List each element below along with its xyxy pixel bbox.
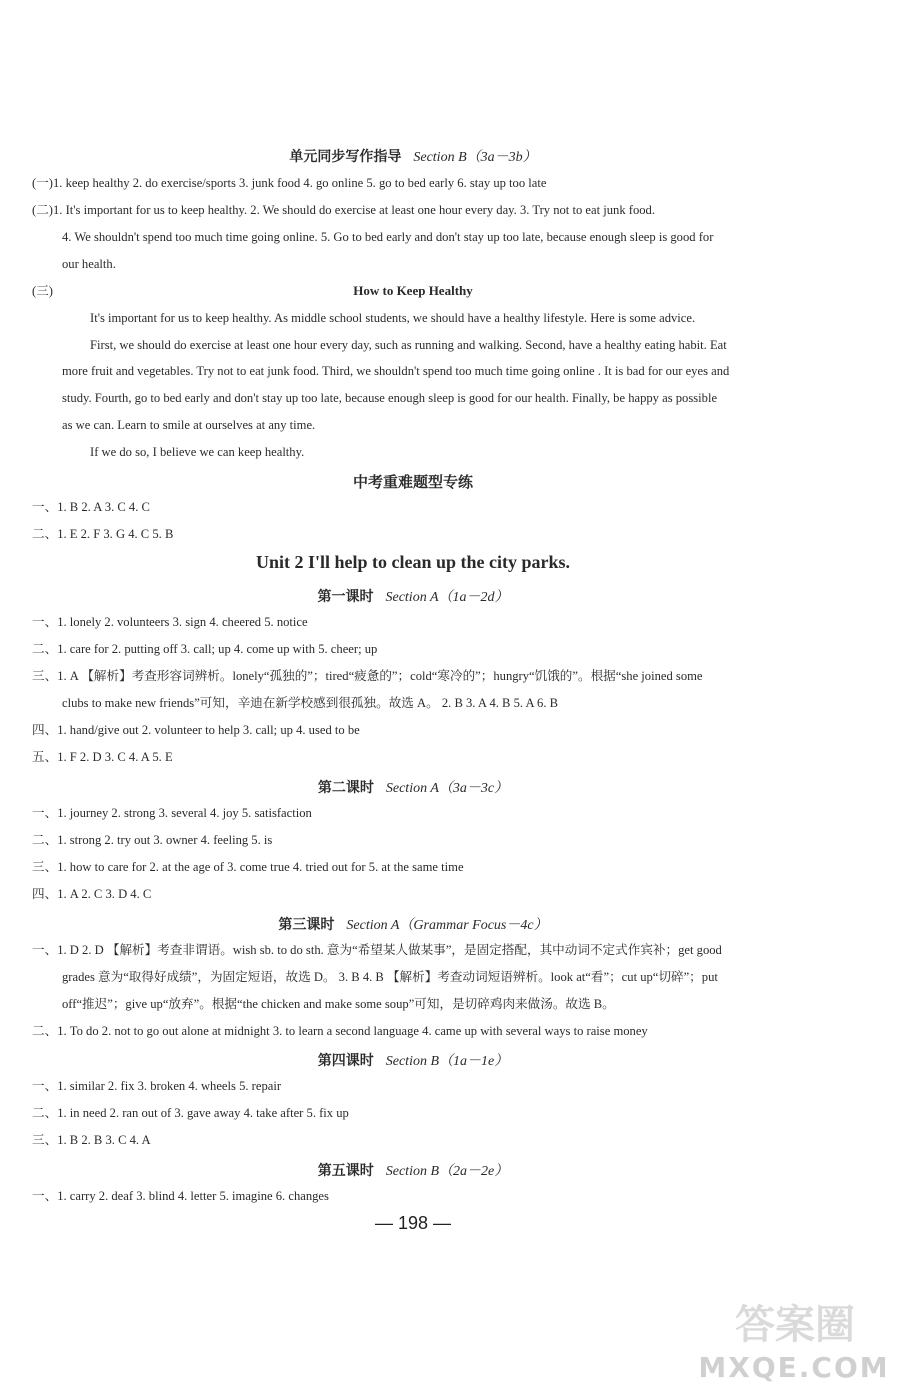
answer-line: our health. [62, 257, 116, 271]
lesson-2-heading [0, 777, 826, 797]
lesson-section: Section B（1a－1e） [385, 1054, 509, 1069]
answer-line: (二)1. It's important for us to keep healthy. 2. We should do exercise at least one hour every day. 3. Try not to eat junk food. [32, 203, 655, 217]
heading-writing-guide [0, 146, 826, 166]
watermark-url: MXQE.COM [698, 1351, 890, 1384]
lesson-title: 第四课时 [317, 1053, 374, 1069]
lesson-5-heading [0, 1160, 826, 1180]
essay-line: as we can. Learn to smile at ourselves at any time. [62, 418, 316, 432]
answer-line: 4. We shouldn't spend too much time going online. 5. Go to bed early and don't stay up too late, because enough sleep is good for [62, 230, 714, 244]
answer-line: off“推迟”；give up“放弃”。根据“the chicken and make some soup”可知，是切碎鸡肉来做汤。故选 B。 [62, 997, 615, 1011]
answer-line: 二、1. To do 2. not to go out alone at midnight 3. to learn a second language 4. came up with several ways to raise money [32, 1024, 648, 1038]
essay-line: study. Fourth, go to bed early and don't stay up too late, because enough sleep is good for our health. Finally, be happy as possible [62, 391, 718, 405]
essay-line: If we do so, I believe we can keep healthy. [90, 445, 305, 459]
lesson-1-heading [0, 586, 826, 606]
answer-line: grades 意为“取得好成绩”，为固定短语，故选 D。 3. B 4. B 【解析】考查动词短语辨析。look at“看”；cut up“切碎”；put [62, 970, 718, 984]
page-number: — 198 — [374, 1213, 452, 1233]
lesson-section: Section B（2a－2e） [385, 1164, 509, 1179]
answer-line: 二、1. strong 2. try out 3. owner 4. feeling 5. is [32, 833, 273, 847]
answer-line: 二、1. E 2. F 3. G 4. C 5. B [32, 527, 174, 541]
answer-line: 一、1. carry 2. deaf 3. blind 4. letter 5. imagine 6. changes [32, 1189, 329, 1203]
answer-line: 五、1. F 2. D 3. C 4. A 5. E [32, 750, 173, 764]
answer-line: clubs to make new friends”可知，辛迪在新学校感到很孤独。故选 A。 2. B 3. A 4. B 5. A 6. B [62, 696, 559, 710]
answer-line: 一、1. D 2. D 【解析】考查非谓语。wish sb. to do sth. 意为“希望某人做某事”，是固定搭配，其中动词不定式作宾补；get good [32, 943, 722, 957]
essay-line: It's important for us to keep healthy. As middle school students, we should have a healthy lifestyle. Here is some advice. [90, 311, 696, 325]
unit-title: Unit 2 I'll help to clean up the city parks. [255, 552, 571, 572]
heading-title: 单元同步写作指导 [289, 149, 402, 165]
essay-label: (三) [32, 284, 53, 298]
essay-line: more fruit and vegetables. Try not to eat junk food. Third, we shouldn't spend too much time going online . It is bad for our eyes and [62, 364, 730, 378]
essay-line: First, we should do exercise at least one hour every day, such as running and walking. Second, have a healthy eating habit. Eat [90, 338, 727, 352]
lesson-title: 第一课时 [317, 589, 374, 605]
answer-line: 三、1. B 2. B 3. C 4. A [32, 1133, 151, 1147]
answer-line: 一、1. lonely 2. volunteers 3. sign 4. cheered 5. notice [32, 615, 308, 629]
answer-line: 四、1. A 2. C 3. D 4. C [32, 887, 152, 901]
answer-line: 一、1. journey 2. strong 3. several 4. joy 5. satisfaction [32, 806, 312, 820]
answer-line: 三、1. how to care for 2. at the age of 3. come true 4. tried out for 5. at the same time [32, 860, 464, 874]
lesson-title: 第五课时 [317, 1163, 374, 1179]
lesson-title: 第二课时 [317, 780, 374, 796]
answer-line: 三、1. A 【解析】考查形容词辨析。lonely“孤独的”；tired“疲惫的”；cold“寒冷的”；hungry“饥饿的”。根据“she joined some [32, 669, 703, 683]
lesson-4-heading [0, 1050, 826, 1070]
lesson-section: Section A（Grammar Focus－4c） [346, 918, 548, 933]
answer-line: (一)1. keep healthy 2. do exercise/sports 3. junk food 4. go online 5. go to bed early 6. stay up too late [32, 176, 547, 190]
watermark-logo: 答案圈 [735, 1302, 855, 1348]
lesson-title: 第三课时 [278, 917, 335, 933]
answer-line: 一、1. B 2. A 3. C 4. C [32, 500, 150, 514]
heading-exam-practice: 中考重难题型专练 [352, 473, 473, 491]
answer-line: 二、1. care for 2. putting off 3. call; up 4. come up with 5. cheer; up [32, 642, 378, 656]
answer-line: 一、1. similar 2. fix 3. broken 4. wheels 5. repair [32, 1079, 282, 1093]
essay-title: How to Keep Healthy [353, 283, 473, 298]
heading-section: Section B（3a－3b） [413, 150, 537, 165]
answer-line: 四、1. hand/give out 2. volunteer to help 3. call; up 4. used to be [32, 723, 360, 737]
lesson-3-heading [0, 914, 826, 934]
lesson-section: Section A（1a－2d） [385, 590, 509, 605]
answer-line: 二、1. in need 2. ran out of 3. gave away 4. take after 5. fix up [32, 1106, 349, 1120]
lesson-section: Section A（3a－3c） [385, 781, 509, 796]
